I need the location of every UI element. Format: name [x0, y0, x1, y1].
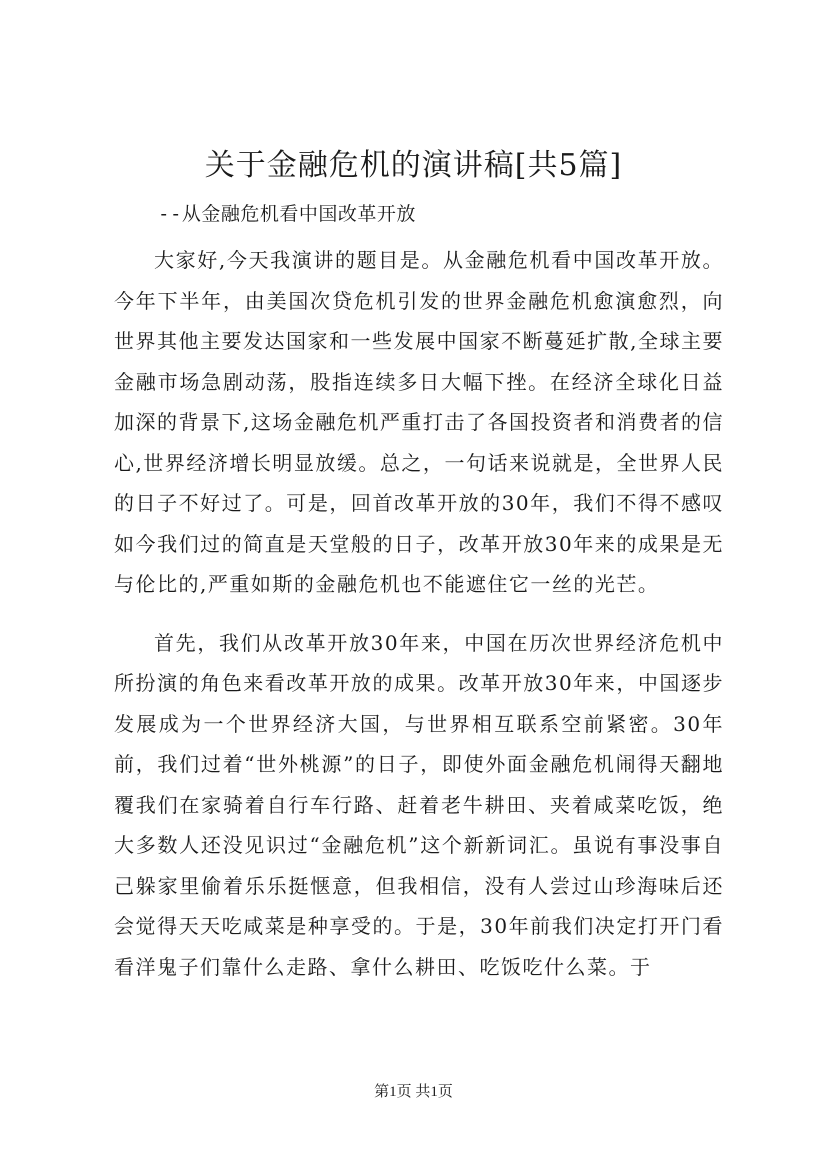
document-body	[114, 240, 724, 1005]
document-subtitle: --从金融危机看中国改革开放	[158, 203, 416, 225]
paragraph-2: 首先，我们从改革开放30年来，中国在历次世界经济危机中所扮演的角色来看改革开放的成果。改革开放30年来，中国逐步发展成为一个世界经济大国，与世界相互联系空前紧密。30年前，我们过着“世外桃源”的日子，即使外面金融危机闹得天翻地覆我们在家骑着自行车行路、赶着老牛耕田、夹着咸菜吃饭，绝大多数人还没见识过“金融危机”这个新新词汇。虽说有事没事自己躲家里偷着乐乐挺惬意，但我相信，没有人尝过山珍海味后还会觉得天天吃咸菜是种享受的。于是，30年前我们决定打开门看看洋鬼子们靠什么走路、拿什么耕田、吃饭吃什么菜。于	[114, 630, 724, 979]
page-number-footer: 第1页 共1页	[374, 1084, 453, 1100]
paragraph-1: 大家好,今天我演讲的题目是。从金融危机看中国改革开放。今年下半年，由美国次贷危机引发的世界金融危机愈演愈烈，向世界其他主要发达国家和一些发展中国家不断蔓延扩散,全球主要金融市场急剧动荡，股指连续多日大幅下挫。在经济全球化日益加深的背景下,这场金融危机严重打击了各国投资者和消费者的信心,世界经济增长明显放缓。总之，一句话来说就是，全世界人民的日子不好过了。可是，回首改革开放的30年，我们不得不感叹如今我们过的简直是天堂般的日子，改革开放30年来的成果是无与伦比的,严重如斯的金融危机也不能遮住它一丝的光芒。	[114, 248, 724, 596]
document-title: 关于金融危机的演讲稿[共5篇]	[204, 148, 623, 183]
